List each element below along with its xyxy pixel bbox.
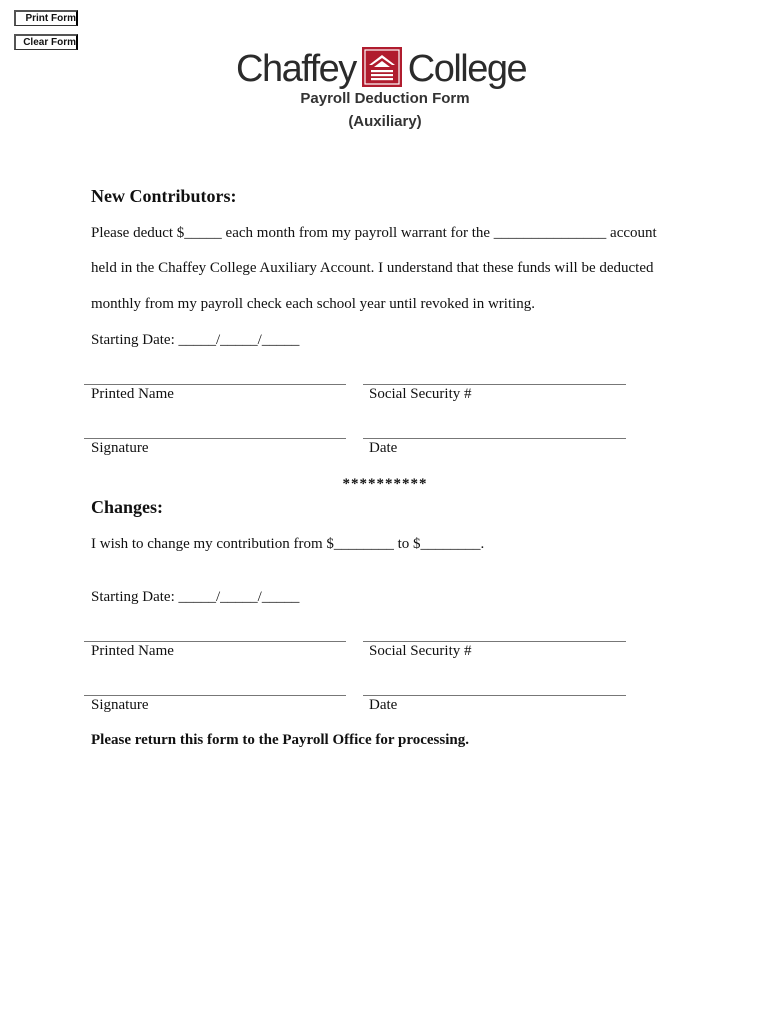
signature-line[interactable] (84, 438, 346, 439)
signature-label: Signature (91, 440, 149, 456)
deduction-text-line3: monthly from my payroll check each school year until revoked in writing. (91, 296, 536, 312)
changes-date-line[interactable] (363, 695, 626, 696)
college-emblem-icon (362, 47, 402, 87)
date-label: Date (369, 440, 398, 456)
printed-name-line[interactable] (84, 384, 346, 385)
new-contributors-heading: New Contributors: (91, 186, 237, 206)
starting-date-field[interactable]: Starting Date: _____/_____/_____ (91, 332, 300, 348)
form-title-line2: (Auxiliary) (348, 113, 422, 130)
ssn-line[interactable] (363, 384, 626, 385)
change-contribution-text: I wish to change my contribution from $________ to $________. (91, 536, 485, 552)
changes-heading: Changes: (91, 497, 164, 517)
changes-signature-label: Signature (91, 697, 149, 713)
changes-ssn-label: Social Security # (369, 643, 472, 659)
print-form-button[interactable]: Print Form (14, 10, 78, 26)
deduction-text-line1: Please deduct $_____ each month from my payroll warrant for the _______________ account (91, 225, 657, 241)
section-separator: ********** (342, 476, 428, 492)
changes-ssn-line[interactable] (363, 641, 626, 642)
return-instructions: Please return this form to the Payroll Office for processing. (91, 732, 469, 748)
logo-word-right: College (407, 48, 527, 90)
changes-printed-name-label: Printed Name (91, 643, 174, 659)
deduction-text-line2: held in the Chaffey College Auxiliary Account. I understand that these funds will be deducted (91, 260, 654, 276)
printed-name-label: Printed Name (91, 386, 174, 402)
changes-starting-date-field[interactable]: Starting Date: _____/_____/_____ (91, 589, 300, 605)
logo-word-left: Chaffey (236, 48, 356, 90)
changes-printed-name-line[interactable] (84, 641, 346, 642)
clear-form-button[interactable]: Clear Form (14, 34, 78, 50)
date-line[interactable] (363, 438, 626, 439)
ssn-label: Social Security # (369, 386, 472, 402)
form-title-line1: Payroll Deduction Form (300, 90, 470, 107)
changes-date-label: Date (369, 697, 398, 713)
chaffey-college-logo (236, 44, 526, 94)
changes-signature-line[interactable] (84, 695, 346, 696)
